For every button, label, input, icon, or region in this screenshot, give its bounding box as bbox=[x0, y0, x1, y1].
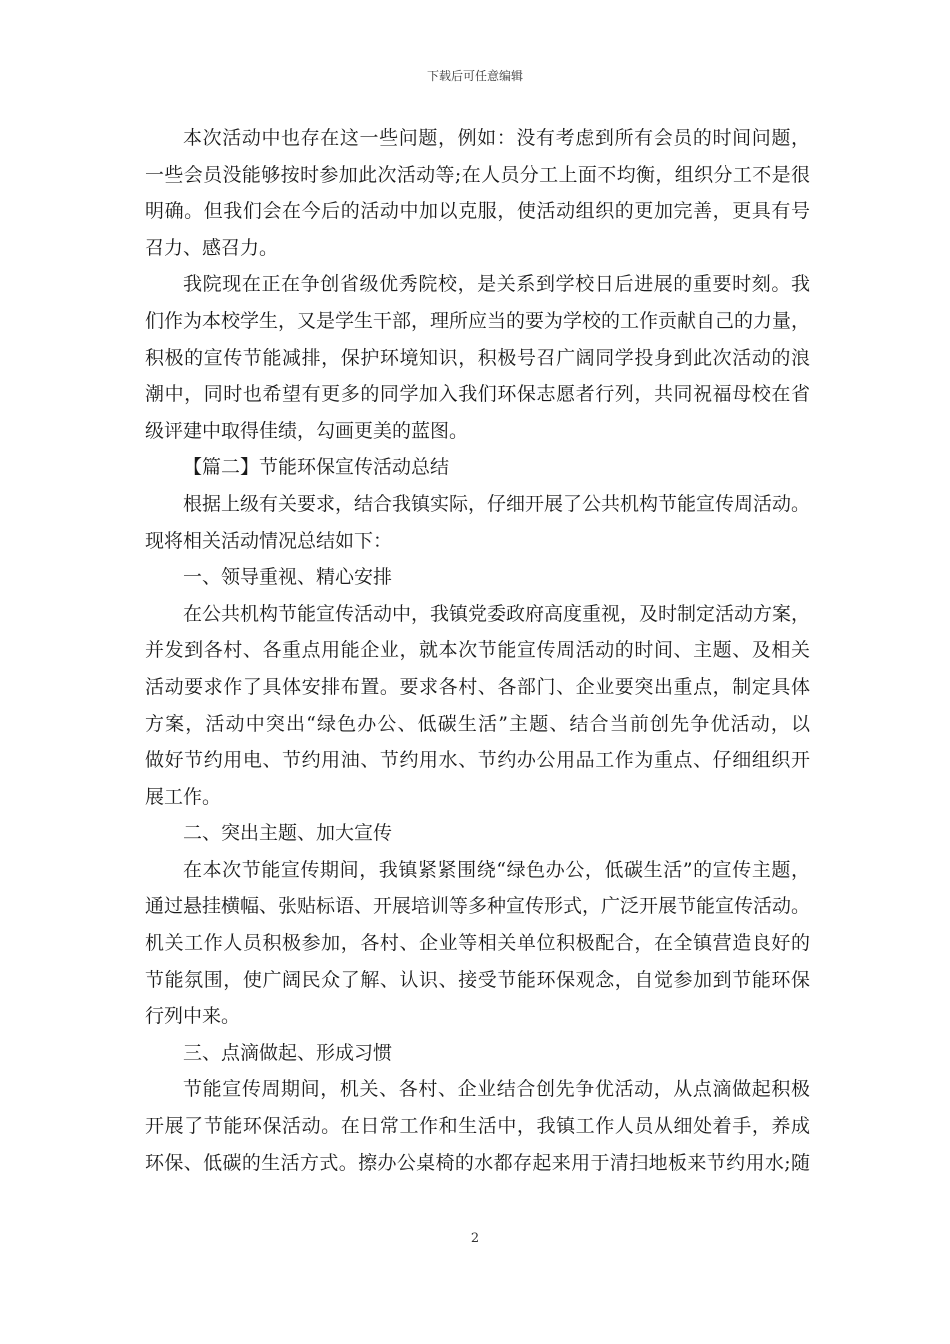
text-line: 活动要求作了具体安排布置。要求各村、各部门、企业要突出重点，制定具体 bbox=[145, 675, 810, 698]
text-line: 做好节约用电、节约用油、节约用水、节约办公用品工作为重点、仔细组织开 bbox=[145, 749, 810, 772]
text-line: 潮中，同时也希望有更多的同学加入我们环保志愿者行列，共同祝福母校在省 bbox=[145, 383, 810, 406]
document-body bbox=[145, 120, 810, 1181]
text-line: 在本次节能宣传期间，我镇紧紧围绕“绿色办公，低碳生活”的宣传主题， bbox=[183, 858, 810, 881]
text-line: 机关工作人员积极参加，各村、企业等相关单位积极配合，在全镇营造良好的 bbox=[145, 932, 810, 955]
text-line: 行列中来。 bbox=[145, 1005, 241, 1028]
text-line: 在公共机构节能宣传活动中，我镇党委政府高度重视，及时制定活动方案， bbox=[183, 602, 811, 625]
text-line: 并发到各村、各重点用能企业，就本次节能宣传周活动的时间、主题、及相关 bbox=[145, 639, 810, 662]
page-number: 2 bbox=[470, 1231, 480, 1246]
text-line: 积极的宣传节能减排，保护环境知识，积极号召广阔同学投身到此次活动的浪 bbox=[145, 346, 810, 369]
text-line: 一、领导重视、精心安排 bbox=[183, 566, 393, 589]
text-line: 通过悬挂横幅、张贴标语、开展培训等多种宣传形式，广泛开展节能宣传活动。 bbox=[145, 895, 811, 918]
text-line: 我院现在正在争创省级优秀院校，是关系到学校日后进展的重要时刻。我 bbox=[183, 273, 810, 296]
text-line: 二、突出主题、加大宣传 bbox=[183, 822, 393, 845]
text-line: 节能氛围，使广阔民众了解、认识、接受节能环保观念，自觉参加到节能环保 bbox=[145, 968, 810, 991]
text-line: 召力、感召力。 bbox=[145, 236, 279, 259]
text-line: 节能宣传周期间，机关、各村、企业结合创先争优活动，从点滴做起积极 bbox=[183, 1078, 810, 1101]
text-line: 展工作。 bbox=[145, 785, 222, 808]
text-line: 现将相关活动情况总结如下： bbox=[145, 529, 393, 552]
text-line: 三、点滴做起、形成习惯 bbox=[183, 1041, 393, 1064]
page-header: 下载后可任意编辑 bbox=[426, 69, 523, 83]
text-line: 环保、低碳的生活方式。擦办公桌椅的水都存起来用于清扫地板来节约用水;随 bbox=[145, 1151, 810, 1174]
text-line: 【篇二】节能环保宣传活动总结 bbox=[183, 456, 450, 479]
text-line: 级评建中取得佳绩，勾画更美的蓝图。 bbox=[145, 419, 469, 442]
text-line: 们作为本校学生，又是学生干部，理所应当的要为学校的工作贡献自己的力量， bbox=[145, 309, 811, 332]
text-line: 根据上级有关要求，结合我镇实际，仔细开展了公共机构节能宣传周活动。 bbox=[183, 492, 811, 515]
text-line: 一些会员没能够按时参加此次活动等;在人员分工上面不均衡，组织分工不是很 bbox=[145, 163, 810, 186]
text-line: 明确。但我们会在今后的活动中加以克服，使活动组织的更加完善，更具有号 bbox=[145, 200, 810, 223]
text-line: 方案，活动中突出“绿色办公、低碳生活”主题、结合当前创先争优活动，以 bbox=[145, 712, 810, 735]
text-line: 本次活动中也存在这一些问题，例如：没有考虑到所有会员的时间问题， bbox=[183, 127, 810, 149]
text-line: 开展了节能环保活动。在日常工作和生活中，我镇工作人员从细处着手，养成 bbox=[145, 1115, 810, 1138]
